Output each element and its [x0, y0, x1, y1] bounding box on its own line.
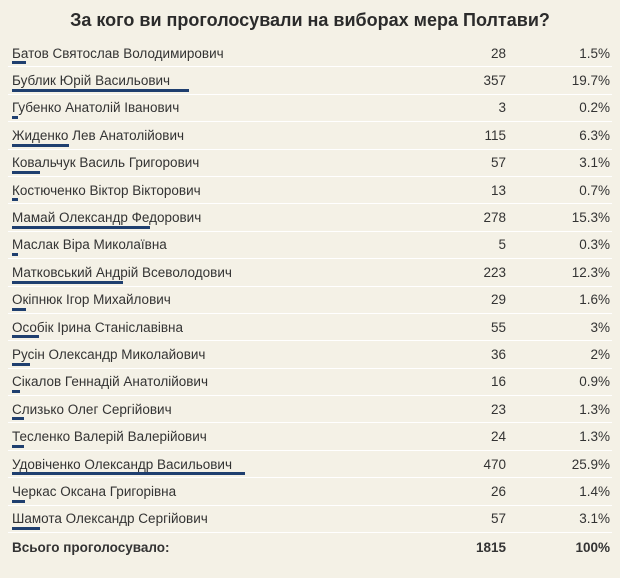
- vote-share-bar: [12, 198, 18, 201]
- vote-count: 55: [490, 319, 506, 335]
- candidate-name: Черкас Оксана Григорівна: [12, 483, 177, 499]
- candidate-name: Слизько Олег Сергійович: [12, 401, 172, 417]
- candidate-name: Тесленко Валерій Валерійович: [12, 429, 207, 445]
- vote-percent: 1.5%: [579, 45, 610, 61]
- result-row: [8, 396, 612, 423]
- vote-share-bar: [12, 335, 39, 338]
- vote-percent: 2%: [590, 346, 610, 362]
- vote-percent: 1.3%: [579, 429, 610, 445]
- vote-percent: 12.3%: [571, 264, 610, 280]
- vote-count: 24: [490, 429, 506, 445]
- total-percent: 100%: [575, 539, 610, 555]
- vote-percent: 15.3%: [571, 210, 610, 226]
- total-row: [8, 533, 612, 561]
- vote-share-bar: [12, 363, 30, 366]
- vote-share-bar: [12, 226, 150, 229]
- vote-count: 36: [490, 346, 506, 362]
- candidate-name: Бублик Юрій Васильович: [12, 73, 171, 89]
- vote-count: 278: [483, 210, 506, 226]
- result-row: [8, 478, 612, 505]
- vote-share-bar: [12, 527, 40, 530]
- vote-percent: 1.3%: [579, 401, 610, 417]
- candidate-name: Губенко Анатолій Іванович: [12, 100, 180, 116]
- vote-count: 115: [484, 127, 506, 143]
- vote-share-bar: [12, 89, 189, 92]
- result-row: [8, 423, 612, 450]
- result-row: [8, 506, 612, 533]
- candidate-name: Шамота Олександр Сергійович: [12, 511, 208, 527]
- vote-count: 3: [498, 100, 506, 116]
- vote-share-bar: [12, 171, 40, 174]
- candidate-name: Русін Олександр Миколайович: [12, 346, 206, 362]
- vote-share-bar: [12, 445, 24, 448]
- vote-percent: 3.1%: [579, 511, 610, 527]
- result-row: [8, 95, 612, 122]
- candidate-name: Матковський Андрій Всеволодович: [12, 264, 232, 280]
- candidate-name: Костюченко Віктор Вікторович: [12, 182, 201, 198]
- vote-share-bar: [12, 253, 18, 256]
- results-list: [8, 40, 612, 533]
- candidate-name: Особік Ірина Станіславівна: [12, 319, 183, 335]
- candidate-name: Удовіченко Олександр Васильович: [12, 456, 233, 472]
- candidate-name: Жиденко Лев Анатолійович: [12, 127, 185, 143]
- result-row: [8, 40, 612, 67]
- result-row: [8, 314, 612, 341]
- vote-percent: 3.1%: [579, 155, 610, 171]
- vote-share-bar: [12, 417, 24, 420]
- vote-count: 28: [490, 45, 506, 61]
- vote-share-bar: [12, 500, 25, 503]
- vote-percent: 0.7%: [579, 182, 610, 198]
- vote-count: 223: [483, 264, 506, 280]
- vote-percent: 0.2%: [579, 100, 610, 116]
- vote-count: 5: [498, 237, 506, 253]
- vote-percent: 0.9%: [579, 374, 610, 390]
- vote-percent: 19.7%: [571, 73, 610, 89]
- vote-count: 470: [483, 456, 506, 472]
- vote-share-bar: [12, 144, 69, 147]
- vote-count: 23: [490, 401, 506, 417]
- vote-share-bar: [12, 472, 245, 475]
- candidate-name: Маслак Віра Миколаївна: [12, 237, 167, 253]
- result-row: [8, 259, 612, 286]
- result-row: [8, 369, 612, 396]
- candidate-name: Батов Святослав Володимирович: [12, 45, 224, 61]
- vote-share-bar: [12, 308, 26, 311]
- result-row: [8, 67, 612, 94]
- vote-percent: 25.9%: [571, 456, 610, 472]
- vote-percent: 0.3%: [579, 237, 610, 253]
- result-row: [8, 122, 612, 149]
- vote-count: 57: [490, 511, 506, 527]
- vote-share-bar: [12, 390, 20, 393]
- vote-count: 29: [490, 292, 506, 308]
- candidate-name: Ковальчук Василь Григорович: [12, 155, 200, 171]
- result-row: [8, 150, 612, 177]
- candidate-name: Сікалов Геннадій Анатолійович: [12, 374, 209, 390]
- total-votes: 1815: [475, 539, 506, 555]
- result-row: [8, 177, 612, 204]
- vote-count: 26: [490, 483, 506, 499]
- result-row: [8, 451, 612, 478]
- candidate-name: Окіпнюк Ігор Михайлович: [12, 292, 171, 308]
- result-row: [8, 287, 612, 314]
- candidate-name: Мамай Олександр Федорович: [12, 210, 202, 226]
- vote-count: 16: [490, 374, 506, 390]
- vote-percent: 1.4%: [579, 483, 610, 499]
- vote-count: 57: [490, 155, 506, 171]
- vote-share-bar: [12, 116, 18, 119]
- poll-title: За кого ви проголосували на виборах мера Полтави?: [70, 10, 550, 30]
- total-label: Всього проголосувало:: [12, 539, 170, 555]
- vote-count: 357: [483, 73, 506, 89]
- vote-share-bar: [12, 61, 26, 64]
- result-row: [8, 232, 612, 259]
- vote-percent: 3%: [590, 319, 610, 335]
- vote-percent: 1.6%: [579, 292, 610, 308]
- vote-percent: 6.3%: [579, 127, 610, 143]
- vote-share-bar: [12, 281, 123, 284]
- result-row: [8, 341, 612, 368]
- result-row: [8, 204, 612, 231]
- vote-count: 13: [490, 182, 506, 198]
